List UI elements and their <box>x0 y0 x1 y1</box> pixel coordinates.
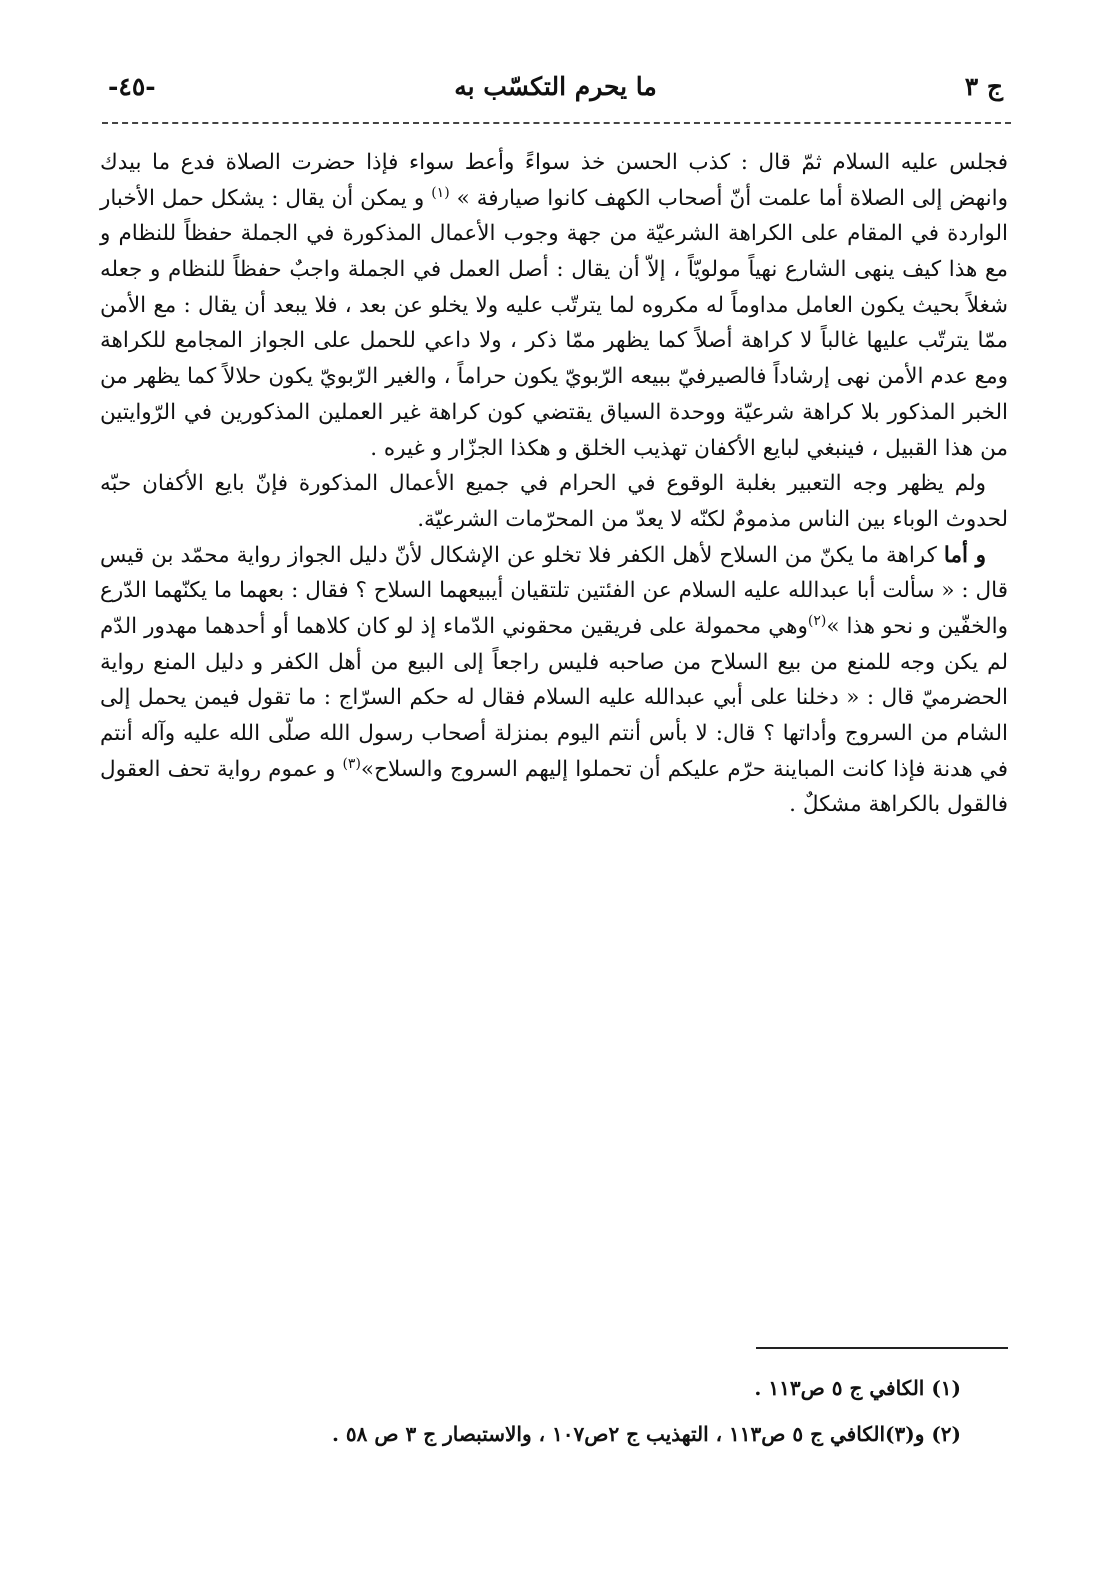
volume-label: ج ٣ <box>964 72 1003 101</box>
paragraph-3-part-b: وهي محمولة على فريقين محقوني الدّماء إذ لو كان كلاهما أو أحدهما مهدور الدّم لم يكن وجه للمنع من بيع السلاح من صاحبه فليس راجعاً إلى البيع من أهل الكفر و دليل المنع رواية الحضرميّ قال : « دخلنا على أبي عبدالله عليه السلام فقال له حكم السرّاج : ما تقول فيمن يحمل إلى الشام من السروج وأداتها ؟ قال: لا بأس أنتم اليوم بمنزلة أصحاب رسول الله صلّى الله عليه وآله أنتم في هدنة فإذا كانت المباينة حرّم عليكم أن تحملوا إليهم السروج والسلاح» <box>100 613 1008 782</box>
paragraph-2: ولم يظهر وجه التعبير بغلبة الوقوع في الحرام في جميع الأعمال المذكورة فإنّ بايع الأكفان حبّه لحدوث الوباء بين الناس مذمومٌ لكنّه لا يعدّ من المحرّمات الشرعيّة. <box>100 471 1008 532</box>
header-divider <box>102 122 1011 124</box>
paragraph-1-quote: فجلس عليه السلام ثمّ قال : كذب الحسن خذ سواءً وأعط سواء فإذا حضرت الصلاة فدع ما بيدك وانهض إلى الصلاة أما علمت أنّ أصحاب الكهف كانوا صيارفة » <box>100 150 1008 211</box>
footnote-ref-3: (٣) <box>342 755 361 772</box>
paragraph-3-part-a: كراهة ما يكنّ من السلاح لأهل الكفر فلا تخلو عن الإشكال لأنّ دليل الجواز رواية محمّد بن قيس قال : « سألت أبا عبدالله عليه السلام عن الفئتين تلتقيان أيبيعهما السلاح ؟ فقال : بعهما ما يكنّهما الدّرع والخفّين و نحو هذا » <box>100 542 1008 639</box>
footnote-ref-2: (٢) <box>807 612 827 629</box>
running-title: ما يحرم التكسّب به <box>454 72 657 101</box>
paragraph-1-discussion: و يمكن أن يقال : يشكل حمل الأخبار الواردة في المقام على الكراهة الشرعيّة من جهة وجوب الأعمال المذكورة في الجملة حفظاً للنظام و مع هذا كيف ينهى الشارع نهياً مولويّاً ، إلاّ أن يقال : أصل العمل في الجملة واجبٌ حفظاً للنظام و جعله شغلاً بحيث يكون العامل مداوماً له مكروه لما يترتّب عليه ولا يخلو عن بعد ، فلا يبعد أن يقال : مع الأمن ممّا يترتّب عليها غالباً لا كراهة أصلاً كما يظهر ممّا ذكر ، ولا داعي للحمل على الجواز المجامع للكراهة ومع عدم الأمن نهى إرشاداً فالصيرفيّ ببيعه الرّبويّ يكون حراماً ، والغير الرّبويّ يكون حلالاً كما يظهر من الخبر المذكور بلا كراهة شرعيّة ووحدة السياق يقتضي كون كراهة غير العملين المذكورين في الرّوايتين من هذا القبيل ، فينبغي لبايع الأكفان تهذيب الخلق و هكذا الجزّار و غيره . <box>100 185 1008 461</box>
footnote-divider <box>756 1347 1008 1349</box>
paragraph-3-lead: و أما <box>943 542 986 568</box>
paragraph-1 <box>100 145 1008 466</box>
footnotes <box>100 1372 961 1464</box>
footnote-1: (١) الكافي ج ٥ ص١١٣ . <box>754 1376 961 1400</box>
footnote-ref-1: (١) <box>431 184 450 201</box>
page-number: -٤٥- <box>108 72 156 101</box>
main-text <box>100 145 1008 823</box>
paragraph-3-part-c: و عموم رواية تحف العقول فالقول بالكراهة مشكلٌ . <box>100 756 1008 818</box>
footnote-2: (٢) و(٣)الكافي ج ٥ ص١١٣ ، التهذيب ج ٢ص١٠٧ ، والاستبصار ج ٣ ص ٥٨ . <box>331 1422 961 1446</box>
page-header <box>108 66 1003 116</box>
paragraph-3 <box>100 538 1008 824</box>
